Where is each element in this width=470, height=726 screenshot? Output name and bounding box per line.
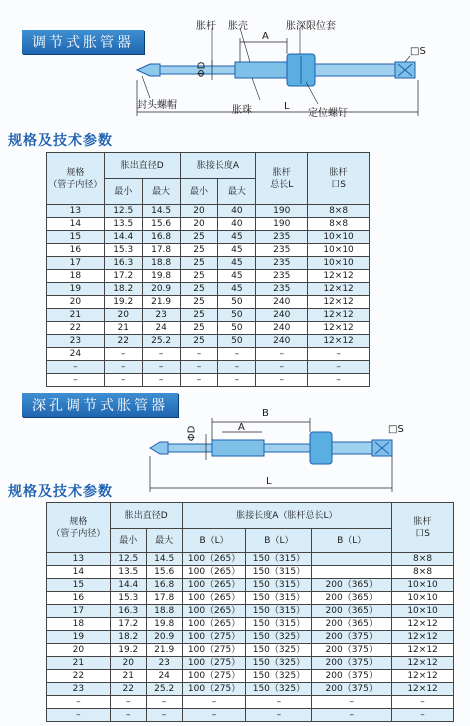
table-row <box>47 244 370 257</box>
table-cell: 235 <box>256 257 308 270</box>
table-cell: 18.2 <box>110 631 146 644</box>
table-cell: 150（325） <box>246 644 312 657</box>
table-cell: 50 <box>218 322 256 335</box>
table-cell: 10×10 <box>308 244 370 257</box>
table-cell <box>312 553 392 566</box>
table-cell <box>312 566 392 579</box>
table-cell: 12×12 <box>308 309 370 322</box>
table-cell: 8×8 <box>308 218 370 231</box>
table-cell: – <box>312 709 392 722</box>
table-cell: 200（375） <box>312 631 392 644</box>
table-cell: 12×12 <box>308 322 370 335</box>
table-cell: – <box>47 709 111 722</box>
table-cell: 20 <box>180 218 218 231</box>
table-cell: 12.5 <box>110 553 146 566</box>
col-spec: 规格 （管子内径） <box>47 503 111 553</box>
table-cell: 12×12 <box>308 283 370 296</box>
table-cell: 23 <box>47 335 105 348</box>
table-cell: 12×12 <box>392 618 454 631</box>
table-cell: 190 <box>256 218 308 231</box>
table-cell: 19 <box>47 631 111 644</box>
label-square: □S <box>410 46 426 57</box>
table-cell: 200（375） <box>312 670 392 683</box>
table-cell: 45 <box>218 257 256 270</box>
table-row <box>47 270 370 283</box>
label-dim-a: A <box>238 422 245 433</box>
table-cell: 16 <box>47 592 111 605</box>
table-cell: – <box>312 696 392 709</box>
table-cell: 20 <box>47 644 111 657</box>
table-cell: 20 <box>47 296 105 309</box>
col-a: 胀接长度A <box>180 153 256 179</box>
table-cell: – <box>392 709 454 722</box>
table-cell: 10×10 <box>308 257 370 270</box>
table-cell: 50 <box>218 309 256 322</box>
label-rod: 胀杆 <box>196 21 216 32</box>
table-row <box>47 283 370 296</box>
table-cell: – <box>246 696 312 709</box>
table-cell: 200（365） <box>312 618 392 631</box>
table-cell: – <box>104 374 142 387</box>
table-cell: 100（265） <box>182 605 246 618</box>
table-row <box>47 553 454 566</box>
table-cell: 150（315） <box>246 566 312 579</box>
table-cell: 21.9 <box>142 296 180 309</box>
col-b1: B（L） <box>182 529 246 553</box>
table-cell: 19.2 <box>110 644 146 657</box>
table-cell: – <box>218 361 256 374</box>
table-cell: 13 <box>47 205 105 218</box>
table-cell: 19.8 <box>146 618 182 631</box>
table-cell: 20 <box>180 205 218 218</box>
label-depth-sleeve: 胀深限位套 <box>286 21 336 32</box>
col-a-min: 最小 <box>180 179 218 205</box>
table-cell: 25.2 <box>142 335 180 348</box>
table-cell: – <box>146 696 182 709</box>
table-cell: 12×12 <box>392 631 454 644</box>
table-cell: 150（325） <box>246 657 312 670</box>
table-cell: 24 <box>47 348 105 361</box>
table-cell: 150（315） <box>246 605 312 618</box>
col-spec: 规格 （管子内径） <box>47 153 105 205</box>
table-row <box>47 709 454 722</box>
table-cell: 22 <box>47 322 105 335</box>
table-cell: 8×8 <box>392 553 454 566</box>
table-row <box>47 670 454 683</box>
table-row <box>47 348 370 361</box>
table-cell: 15.6 <box>142 218 180 231</box>
table-cell: – <box>142 374 180 387</box>
table-row <box>47 683 454 696</box>
table-cell: 50 <box>218 335 256 348</box>
table-row <box>47 605 454 618</box>
label-square: □S <box>388 424 404 435</box>
table-cell: 100（275） <box>182 683 246 696</box>
table-cell: – <box>218 348 256 361</box>
label-end-nut: 封头螺帽 <box>137 100 177 111</box>
table-cell: 24 <box>146 670 182 683</box>
table-cell: 15 <box>47 231 105 244</box>
table-cell: 20.9 <box>146 631 182 644</box>
table-cell: – <box>110 709 146 722</box>
table-cell: – <box>308 348 370 361</box>
table-row <box>47 309 370 322</box>
table-cell: 16.3 <box>110 605 146 618</box>
table-cell: 25 <box>180 244 218 257</box>
table-cell: 14 <box>47 566 111 579</box>
table-cell: 12.5 <box>104 205 142 218</box>
table-cell: – <box>180 374 218 387</box>
table-cell: 21 <box>110 670 146 683</box>
table-row <box>47 231 370 244</box>
table-cell: 150（315） <box>246 579 312 592</box>
table-cell: 100（265） <box>182 579 246 592</box>
table-cell: – <box>142 361 180 374</box>
table-row <box>47 257 370 270</box>
section2-spec-table <box>46 502 454 722</box>
table-cell: 13.5 <box>104 218 142 231</box>
table-cell: 240 <box>256 309 308 322</box>
table-cell: 10×10 <box>392 592 454 605</box>
table-cell: 45 <box>218 231 256 244</box>
table-cell: 15.3 <box>104 244 142 257</box>
table-cell: 100（265） <box>182 566 246 579</box>
section1-banner: 调节式胀管器 <box>22 30 144 54</box>
table-row <box>47 374 370 387</box>
table-cell: 10×10 <box>308 231 370 244</box>
table-cell: 14.5 <box>146 553 182 566</box>
col-a-max: 最大 <box>218 179 256 205</box>
label-dim-b: B <box>262 408 269 419</box>
table-cell: 12×12 <box>308 270 370 283</box>
table-cell: 13 <box>47 553 111 566</box>
table-cell: 8×8 <box>308 205 370 218</box>
section1-spec-table <box>46 152 370 387</box>
table-cell: 18 <box>47 270 105 283</box>
table-cell: – <box>146 709 182 722</box>
col-d-max: 最大 <box>142 179 180 205</box>
table-cell: 10×10 <box>392 579 454 592</box>
table-cell: 12×12 <box>392 644 454 657</box>
table-cell: 14.4 <box>104 231 142 244</box>
table-row <box>47 296 370 309</box>
table-cell: 25 <box>180 296 218 309</box>
table-cell: 21 <box>47 657 111 670</box>
table-cell: 240 <box>256 322 308 335</box>
table-cell: 100（265） <box>182 592 246 605</box>
col-a: 胀接长度A（胀杆总长L） <box>182 503 391 529</box>
table-cell: 21.9 <box>146 644 182 657</box>
table-cell: 18.8 <box>146 605 182 618</box>
table-cell: 22 <box>110 683 146 696</box>
table-cell: 150（315） <box>246 592 312 605</box>
label-set-screw: 定位螺钉 <box>308 108 348 119</box>
table-cell: 235 <box>256 244 308 257</box>
table-cell: – <box>182 696 246 709</box>
table-cell: 25 <box>180 309 218 322</box>
section1-diagram <box>0 0 470 130</box>
table-row <box>47 696 454 709</box>
table-cell: 200（365） <box>312 605 392 618</box>
table-cell: 19.8 <box>142 270 180 283</box>
table-cell: 200（375） <box>312 657 392 670</box>
table-cell: 200（375） <box>312 683 392 696</box>
table-cell: 22 <box>104 335 142 348</box>
col-d: 胀出直径D <box>110 503 182 529</box>
col-d-min: 最小 <box>104 179 142 205</box>
table-cell: – <box>180 348 218 361</box>
table-cell: – <box>308 361 370 374</box>
table-row <box>47 618 454 631</box>
table-cell: 19 <box>47 283 105 296</box>
table-cell: 25 <box>180 283 218 296</box>
table-cell: – <box>182 709 246 722</box>
col-b3: B（L） <box>312 529 392 553</box>
table-cell: – <box>256 374 308 387</box>
table-cell: 150（315） <box>246 553 312 566</box>
label-phi-d: ΦD <box>196 61 208 78</box>
label-dim-l: L <box>284 101 290 112</box>
table-cell: – <box>47 696 111 709</box>
table-cell: – <box>392 696 454 709</box>
section2-banner: 深孔调节式胀管器 <box>22 393 178 417</box>
table-cell: – <box>246 709 312 722</box>
table-cell: 150（325） <box>246 683 312 696</box>
table-row <box>47 657 454 670</box>
table-cell: 25 <box>180 335 218 348</box>
table-cell: 17 <box>47 257 105 270</box>
table-cell: 18.8 <box>142 257 180 270</box>
table-cell: 21 <box>47 309 105 322</box>
col-b2: B（L） <box>246 529 312 553</box>
table-cell: 25 <box>180 257 218 270</box>
table-cell: 12×12 <box>392 657 454 670</box>
table-cell: 235 <box>256 283 308 296</box>
table-cell: – <box>308 374 370 387</box>
table-cell: 14.4 <box>110 579 146 592</box>
col-d: 胀出直径D <box>104 153 180 179</box>
table-cell: 16 <box>47 244 105 257</box>
table-cell: – <box>110 696 146 709</box>
table-cell: 100（275） <box>182 670 246 683</box>
table-cell: 16.8 <box>146 579 182 592</box>
col-square: 胀杆 口S <box>308 153 370 205</box>
table-cell: 100（275） <box>182 644 246 657</box>
table-cell: 23 <box>142 309 180 322</box>
table-row <box>47 205 370 218</box>
table-cell: – <box>256 361 308 374</box>
table-cell: 15 <box>47 579 111 592</box>
table-cell: – <box>218 374 256 387</box>
table-row <box>47 218 370 231</box>
table-cell: 17.8 <box>146 592 182 605</box>
table-cell: 12×12 <box>308 335 370 348</box>
table-cell: 200（375） <box>312 644 392 657</box>
table-row <box>47 335 370 348</box>
table-cell: 17.8 <box>142 244 180 257</box>
table-row <box>47 566 454 579</box>
table-cell: 15.6 <box>146 566 182 579</box>
section2-heading: 规格及技术参数 <box>8 484 113 500</box>
table-cell: 21 <box>104 322 142 335</box>
label-phi-d: ΦD <box>186 425 198 442</box>
table-cell: 18.2 <box>104 283 142 296</box>
table-cell: 150（325） <box>246 631 312 644</box>
table-cell: 12×12 <box>392 670 454 683</box>
table-cell: 14.5 <box>142 205 180 218</box>
table-row <box>47 361 370 374</box>
col-d-max: 最大 <box>146 529 182 553</box>
table-cell: 100（265） <box>182 618 246 631</box>
table-row <box>47 579 454 592</box>
label-dim-a: A <box>262 31 269 42</box>
table-cell: 23 <box>146 657 182 670</box>
table-cell: 25.2 <box>146 683 182 696</box>
table-cell: 12×12 <box>308 296 370 309</box>
section1-heading: 规格及技术参数 <box>8 133 113 149</box>
table-cell: 25 <box>180 231 218 244</box>
label-shell: 胀壳 <box>228 21 248 32</box>
table-cell: – <box>180 361 218 374</box>
table-cell: 18 <box>47 618 111 631</box>
table-cell: 17.2 <box>110 618 146 631</box>
table-cell: 16.8 <box>142 231 180 244</box>
table-cell: 235 <box>256 231 308 244</box>
table-cell: 190 <box>256 205 308 218</box>
table-cell: – <box>256 348 308 361</box>
table-cell: 200（365） <box>312 579 392 592</box>
label-bead: 胀珠 <box>232 105 252 116</box>
table-row <box>47 592 454 605</box>
table-cell: 100（275） <box>182 657 246 670</box>
table-cell: 45 <box>218 283 256 296</box>
table-cell: 10×10 <box>392 605 454 618</box>
table-cell: 15.3 <box>110 592 146 605</box>
col-len: 胀杆 总长L <box>256 153 308 205</box>
table-cell: 150（315） <box>246 618 312 631</box>
table-cell: 14 <box>47 218 105 231</box>
table-cell: – <box>47 361 105 374</box>
table-cell: 50 <box>218 296 256 309</box>
table-cell: – <box>47 374 105 387</box>
table-row <box>47 631 454 644</box>
table-cell: 45 <box>218 244 256 257</box>
table-cell: 17.2 <box>104 270 142 283</box>
table-cell: 13.5 <box>110 566 146 579</box>
table-cell: – <box>142 348 180 361</box>
table-cell: 240 <box>256 335 308 348</box>
table-cell: 235 <box>256 270 308 283</box>
table-cell: 100（265） <box>182 553 246 566</box>
table-cell: 22 <box>47 670 111 683</box>
col-d-min: 最小 <box>110 529 146 553</box>
table-row <box>47 644 454 657</box>
table-cell: 20 <box>104 309 142 322</box>
table-cell: 25 <box>180 270 218 283</box>
table-cell: 200（365） <box>312 592 392 605</box>
table-cell: 17 <box>47 605 111 618</box>
table-row <box>47 322 370 335</box>
table-cell: 45 <box>218 270 256 283</box>
table-cell: 20.9 <box>142 283 180 296</box>
table-cell: 240 <box>256 296 308 309</box>
table-cell: 40 <box>218 218 256 231</box>
table-cell: 24 <box>142 322 180 335</box>
table-cell: 150（325） <box>246 670 312 683</box>
table-cell: 20 <box>110 657 146 670</box>
table-cell: 23 <box>47 683 111 696</box>
col-square: 胀杆 口S <box>392 503 454 553</box>
table-cell: 25 <box>180 322 218 335</box>
table-cell: 40 <box>218 205 256 218</box>
table-cell: 8×8 <box>392 566 454 579</box>
table-cell: – <box>104 361 142 374</box>
label-dim-l: L <box>266 476 272 487</box>
table-cell: 16.3 <box>104 257 142 270</box>
table-cell: 12×12 <box>392 683 454 696</box>
table-cell: 100（275） <box>182 631 246 644</box>
table-cell: – <box>104 348 142 361</box>
table-cell: 19.2 <box>104 296 142 309</box>
